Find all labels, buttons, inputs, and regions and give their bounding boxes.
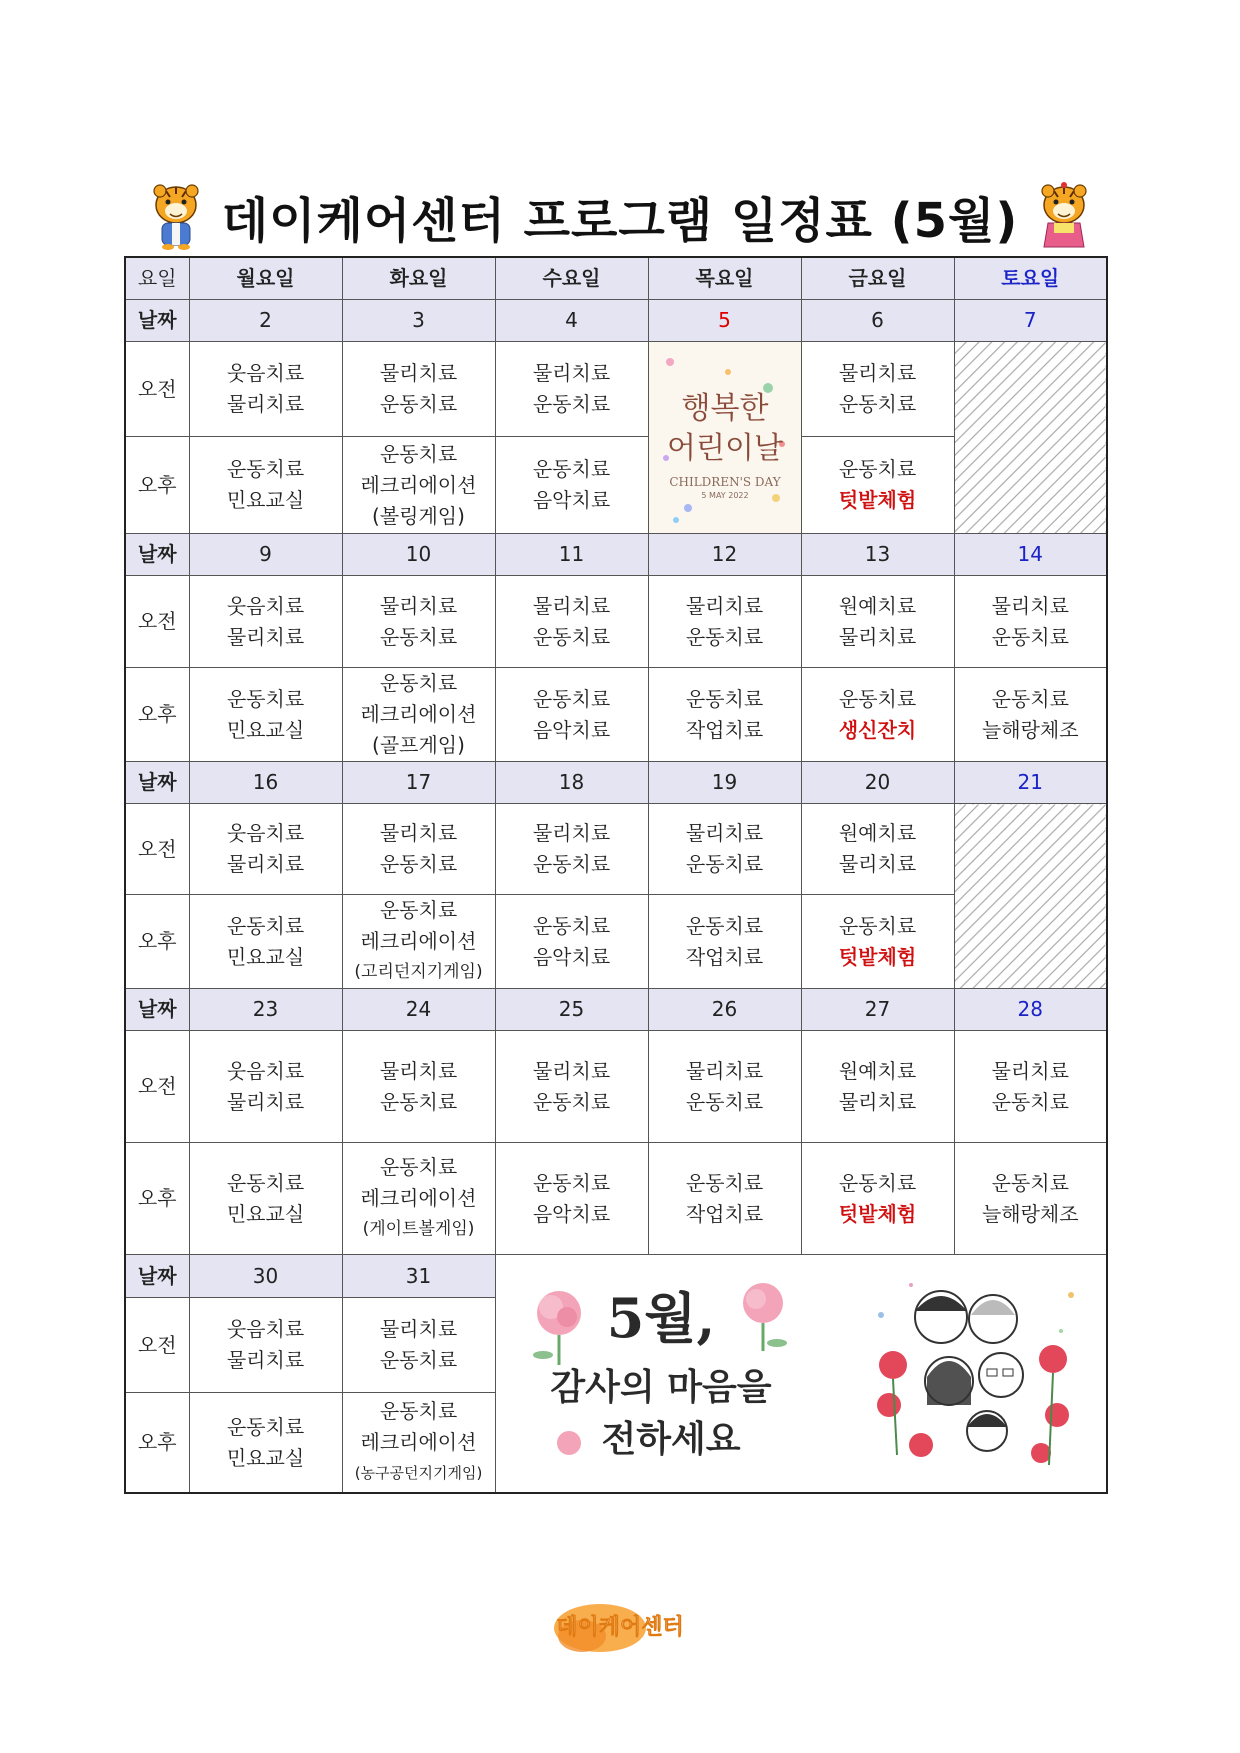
program-item: 운동치료 <box>838 1170 917 1195</box>
program-item: (볼링게임) <box>372 503 465 528</box>
date-cell: 3 <box>342 300 495 342</box>
am-label: 오전 <box>125 1031 189 1143</box>
am-label: 오전 <box>125 342 189 437</box>
program-item: 운동치료 <box>532 913 611 938</box>
program-item: 웃음치료 <box>226 361 305 385</box>
program-item: 웃음치료 <box>226 593 305 618</box>
program-item: 레크리에이션 <box>360 929 477 953</box>
am-row <box>125 1031 1107 1143</box>
pm-label: 오후 <box>125 437 189 534</box>
date-cell: 12 <box>648 534 801 576</box>
program-cell <box>189 804 342 895</box>
daycare-center-logo <box>540 1590 700 1660</box>
program-item-event: 텃밭체험 <box>838 944 917 969</box>
date-cell: 19 <box>648 762 801 804</box>
program-cell <box>189 576 342 668</box>
am-row <box>125 576 1107 668</box>
date-cell: 16 <box>189 762 342 804</box>
program-cell <box>342 576 495 668</box>
program-cell <box>342 1393 495 1493</box>
row-label-header: 요일 <box>125 257 189 300</box>
date-cell: 4 <box>495 300 648 342</box>
program-item: 운동치료 <box>226 457 305 481</box>
date-cell-saturday: 7 <box>954 300 1107 342</box>
program-item: 물리치료 <box>532 1058 611 1083</box>
date-label: 날짜 <box>125 300 189 342</box>
date-cell: 20 <box>801 762 954 804</box>
may-banner-line3: 전하세요 <box>601 1418 741 1460</box>
program-item: 음악치료 <box>532 944 611 969</box>
header-friday: 금요일 <box>801 257 954 300</box>
pm-row <box>125 668 1107 762</box>
program-cell <box>189 1031 342 1143</box>
date-row <box>125 534 1107 576</box>
program-cell <box>801 1031 954 1143</box>
pm-label: 오후 <box>125 668 189 762</box>
program-cell <box>801 804 954 895</box>
program-cell <box>342 1298 495 1393</box>
program-cell <box>954 1031 1107 1143</box>
program-cell <box>189 895 342 989</box>
program-item: 운동치료 <box>226 913 305 938</box>
childrens-day-illustration <box>648 342 801 534</box>
program-cell <box>342 895 495 989</box>
header-saturday: 토요일 <box>954 257 1107 300</box>
program-item: 운동치료 <box>991 1170 1069 1195</box>
am-label: 오전 <box>125 576 189 668</box>
program-cell <box>648 668 801 762</box>
tiger-mascot-right-icon <box>1036 181 1092 251</box>
program-cell <box>495 804 648 895</box>
pm-label: 오후 <box>125 1393 189 1493</box>
program-item: 레크리에이션 <box>360 1430 477 1455</box>
date-row <box>125 1255 1107 1298</box>
program-cell <box>342 1143 495 1255</box>
program-item-event: 생신잔치 <box>838 717 917 742</box>
program-item: 물리치료 <box>838 1089 917 1114</box>
program-cell <box>495 342 648 437</box>
may-greeting-banner <box>495 1255 1107 1494</box>
program-item: 늘해랑체조 <box>981 717 1079 742</box>
program-item: 운동치료 <box>838 686 917 711</box>
program-cell <box>801 1143 954 1255</box>
program-item: 운동치료 <box>991 1089 1069 1114</box>
program-cell <box>342 804 495 895</box>
program-cell <box>189 342 342 437</box>
program-item: 운동치료 <box>532 1170 611 1195</box>
program-item: 물리치료 <box>379 821 458 845</box>
program-item: 운동치료 <box>379 898 458 922</box>
program-item: 물리치료 <box>226 1089 305 1114</box>
hatched-empty-cell <box>954 342 1107 534</box>
date-cell: 18 <box>495 762 648 804</box>
program-item: 운동치료 <box>838 913 917 938</box>
program-cell <box>648 895 801 989</box>
program-item: 물리치료 <box>991 593 1069 618</box>
program-item: 운동치료 <box>532 852 611 876</box>
am-row <box>125 342 1107 437</box>
program-item: (골프게임) <box>372 733 465 757</box>
program-item: 음악치료 <box>532 488 611 512</box>
program-item: 늘해랑체조 <box>981 1201 1079 1226</box>
program-item: 물리치료 <box>379 593 458 618</box>
program-cell <box>954 668 1107 762</box>
date-row <box>125 989 1107 1031</box>
may-banner-line2: 감사의 마음을 <box>550 1366 772 1408</box>
program-item: 물리치료 <box>685 1058 764 1083</box>
program-item: 물리치료 <box>226 852 305 876</box>
program-item: 운동치료 <box>379 671 458 695</box>
program-item: 운동치료 <box>685 1170 764 1195</box>
date-cell-holiday: 5 <box>648 300 801 342</box>
program-cell <box>648 804 801 895</box>
program-cell <box>801 895 954 989</box>
date-label: 날짜 <box>125 534 189 576</box>
program-item: 운동치료 <box>685 624 764 649</box>
date-label: 날짜 <box>125 762 189 804</box>
program-cell <box>648 576 801 668</box>
program-item: 운동치료 <box>838 392 917 416</box>
date-cell: 11 <box>495 534 648 576</box>
program-item: 물리치료 <box>685 593 764 618</box>
may-banner-line1: 5월, <box>606 1286 716 1350</box>
program-item: 운동치료 <box>991 624 1069 649</box>
program-item: 레크리에이션 <box>360 472 477 497</box>
program-item: 웃음치료 <box>226 1058 305 1083</box>
schedule-table <box>124 256 1108 1494</box>
program-item: 운동치료 <box>532 457 611 481</box>
program-item: 운동치료 <box>379 392 458 416</box>
date-cell: 2 <box>189 300 342 342</box>
program-item: 물리치료 <box>226 392 305 416</box>
program-item: 물리치료 <box>838 361 917 385</box>
header-row <box>125 257 1107 300</box>
may-greeting-art <box>501 1255 1101 1483</box>
program-item: 음악치료 <box>532 717 611 742</box>
page-title: 데이케어센터 프로그램 일정표 (5월) <box>221 192 1019 249</box>
date-label: 날짜 <box>125 989 189 1031</box>
program-cell <box>648 1143 801 1255</box>
program-cell <box>801 668 954 762</box>
program-item: 운동치료 <box>685 852 764 876</box>
date-cell: 9 <box>189 534 342 576</box>
program-item: 물리치료 <box>838 852 917 876</box>
program-cell <box>189 437 342 534</box>
program-cell <box>189 1393 342 1493</box>
program-item: 운동치료 <box>685 1089 764 1114</box>
program-item: 물리치료 <box>379 1058 458 1083</box>
date-cell: 31 <box>342 1255 495 1298</box>
program-item: 민요교실 <box>226 944 305 969</box>
program-item: (고리던지기게임) <box>354 962 483 982</box>
program-cell <box>342 668 495 762</box>
program-item: 원예치료 <box>838 821 917 845</box>
program-item: 물리치료 <box>226 624 305 649</box>
childrens-day-line2: 어린이날 <box>666 430 783 466</box>
program-item: 운동치료 <box>226 686 305 711</box>
date-cell: 13 <box>801 534 954 576</box>
program-item: 작업치료 <box>685 944 764 969</box>
program-item: 원예치료 <box>838 1058 917 1083</box>
program-cell <box>189 1143 342 1255</box>
program-item: 레크리에이션 <box>360 1186 477 1210</box>
program-item: 운동치료 <box>379 1089 458 1114</box>
childrens-day-line3: CHILDREN'S DAY <box>668 474 781 489</box>
program-item: 운동치료 <box>532 392 611 416</box>
date-cell: 23 <box>189 989 342 1031</box>
program-cell <box>801 342 954 437</box>
program-cell <box>495 437 648 534</box>
am-label: 오전 <box>125 1298 189 1393</box>
program-cell <box>342 1031 495 1143</box>
date-cell: 30 <box>189 1255 342 1298</box>
childrens-day-art <box>658 348 792 528</box>
program-cell <box>495 1031 648 1143</box>
program-item: 웃음치료 <box>226 1317 305 1342</box>
program-item: 운동치료 <box>226 1414 305 1439</box>
date-cell-saturday: 28 <box>954 989 1107 1031</box>
program-cell <box>342 342 495 437</box>
program-item: 민요교실 <box>226 488 305 512</box>
date-row <box>125 300 1107 342</box>
program-item: 운동치료 <box>226 1170 305 1195</box>
program-cell <box>495 1143 648 1255</box>
date-cell: 10 <box>342 534 495 576</box>
program-cell <box>495 576 648 668</box>
program-item: 민요교실 <box>226 1445 305 1470</box>
program-item: 운동치료 <box>685 686 764 711</box>
program-item: 운동치료 <box>838 457 917 481</box>
program-item: 물리치료 <box>532 361 611 385</box>
program-item: 레크리에이션 <box>360 702 477 726</box>
program-cell <box>954 1143 1107 1255</box>
date-cell: 24 <box>342 989 495 1031</box>
program-item: 작업치료 <box>685 717 764 742</box>
date-cell-saturday: 14 <box>954 534 1107 576</box>
program-cell <box>189 668 342 762</box>
pm-label: 오후 <box>125 895 189 989</box>
program-item-event: 텃밭체험 <box>838 1201 917 1226</box>
program-item: 운동치료 <box>532 1089 611 1114</box>
program-item: 물리치료 <box>532 593 611 618</box>
program-cell <box>801 437 954 534</box>
program-item: 물리치료 <box>685 821 764 845</box>
header-tuesday: 화요일 <box>342 257 495 300</box>
program-item-event: 텃밭체험 <box>838 488 917 512</box>
program-item: 운동치료 <box>379 1399 458 1424</box>
date-cell-saturday: 21 <box>954 762 1107 804</box>
program-item: 음악치료 <box>532 1201 611 1226</box>
am-row <box>125 804 1107 895</box>
date-row <box>125 762 1107 804</box>
program-item: 원예치료 <box>838 593 917 618</box>
date-cell: 25 <box>495 989 648 1031</box>
program-item: 민요교실 <box>226 717 305 742</box>
childrens-day-line1: 행복한 <box>681 390 768 426</box>
program-item: 작업치료 <box>685 1201 764 1226</box>
program-cell <box>495 668 648 762</box>
date-label: 날짜 <box>125 1255 189 1298</box>
program-item: 물리치료 <box>532 821 611 845</box>
logo-text: 데이케어센터 <box>556 1615 684 1640</box>
date-cell: 26 <box>648 989 801 1031</box>
program-item: (게이트볼게임) <box>362 1219 475 1239</box>
program-cell <box>189 1298 342 1393</box>
tiger-mascot-left-icon <box>148 181 204 251</box>
childrens-day-line4: 5 MAY 2022 <box>700 490 749 500</box>
date-cell: 17 <box>342 762 495 804</box>
header-wednesday: 수요일 <box>495 257 648 300</box>
program-item: 물리치료 <box>226 1348 305 1373</box>
program-item: 운동치료 <box>379 1155 458 1179</box>
title-row <box>0 176 1240 256</box>
date-cell: 27 <box>801 989 954 1031</box>
program-item: (농구공던지기게임) <box>354 1464 483 1483</box>
program-item: 물리치료 <box>379 1317 458 1342</box>
pm-row <box>125 1143 1107 1255</box>
am-label: 오전 <box>125 804 189 895</box>
program-item: 운동치료 <box>532 624 611 649</box>
program-item: 웃음치료 <box>226 821 305 845</box>
program-item: 운동치료 <box>379 441 458 466</box>
program-item: 운동치료 <box>379 624 458 649</box>
program-item: 물리치료 <box>838 624 917 649</box>
header-thursday: 목요일 <box>648 257 801 300</box>
program-cell <box>648 1031 801 1143</box>
program-cell <box>342 437 495 534</box>
hatched-empty-cell <box>954 804 1107 989</box>
program-item: 운동치료 <box>991 686 1069 711</box>
family-illustration <box>877 1283 1074 1465</box>
program-cell <box>495 895 648 989</box>
program-item: 운동치료 <box>532 686 611 711</box>
program-item: 운동치료 <box>685 913 764 938</box>
date-cell: 6 <box>801 300 954 342</box>
program-item: 운동치료 <box>379 852 458 876</box>
program-cell <box>801 576 954 668</box>
header-monday: 월요일 <box>189 257 342 300</box>
program-item: 민요교실 <box>226 1201 305 1226</box>
program-item: 운동치료 <box>379 1348 458 1373</box>
program-item: 물리치료 <box>991 1058 1069 1083</box>
program-item: 물리치료 <box>379 361 458 385</box>
program-cell <box>954 576 1107 668</box>
pm-label: 오후 <box>125 1143 189 1255</box>
